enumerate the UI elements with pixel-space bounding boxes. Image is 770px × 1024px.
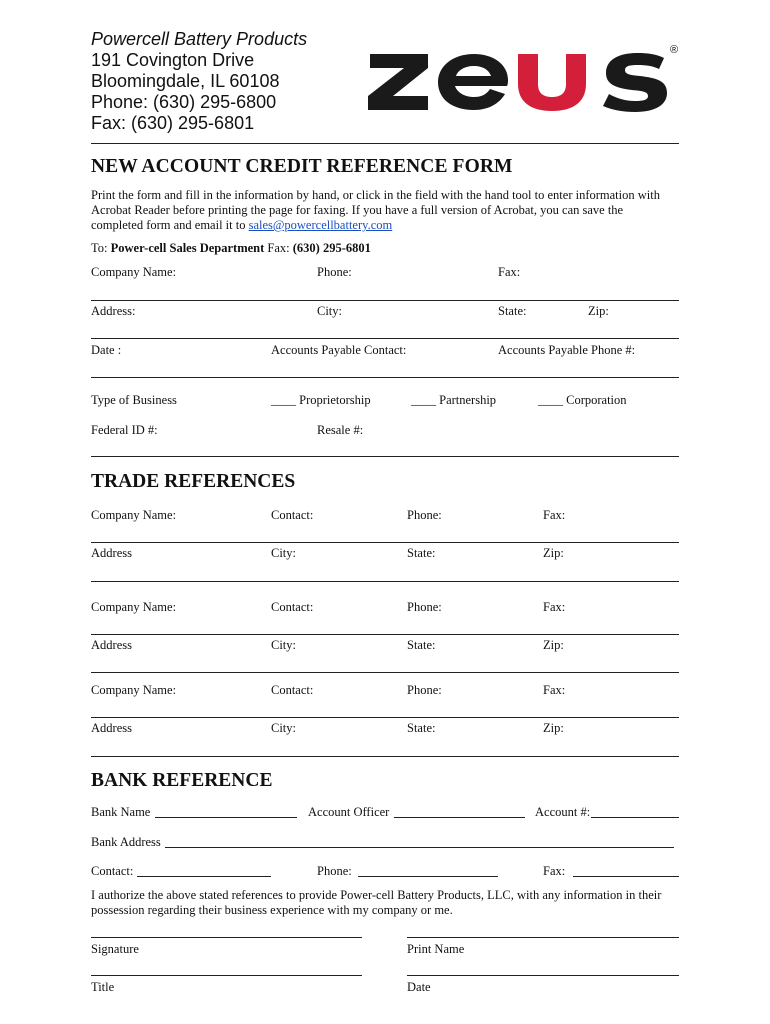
trade-1-state-label: State: <box>407 546 436 560</box>
trade-3-company-label: Company Name: <box>91 683 177 697</box>
company-city-line: Bloomingdale, IL 60108 <box>91 71 280 91</box>
account-officer-label: Account Officer <box>308 805 390 819</box>
sales-email-link[interactable]: sales@powercellbattery.com <box>248 218 393 232</box>
trade-2-zip-label: Zip: <box>543 638 564 652</box>
trade-references-heading: TRADE REFERENCES <box>91 471 296 492</box>
bank-contact-field[interactable] <box>137 864 271 877</box>
trade-2-company-field-line[interactable] <box>91 634 679 635</box>
trade-3-phone-label: Phone: <box>407 683 442 697</box>
account-number-label: Account #: <box>535 805 591 819</box>
trade-2-state-label: State: <box>407 638 436 652</box>
title-field-line[interactable] <box>91 975 362 976</box>
bank-phone-label: Phone: <box>317 864 352 878</box>
trade-1-address-field-line[interactable] <box>91 581 679 582</box>
trade-2-fax-label: Fax: <box>543 600 566 614</box>
bank-address-field[interactable] <box>165 835 674 848</box>
trade-1-fax-label: Fax: <box>543 508 566 522</box>
date-sign-field-line[interactable] <box>407 975 679 976</box>
trade-3-address-label: Address <box>91 721 132 735</box>
bank-name-field[interactable] <box>155 805 297 818</box>
bank-fax-field[interactable] <box>573 864 679 877</box>
trade-3-address-field-line[interactable] <box>91 756 679 757</box>
trade-1-zip-label: Zip: <box>543 546 564 560</box>
address-field-line[interactable] <box>91 338 679 339</box>
federal-id-label: Federal ID #: <box>91 423 158 437</box>
bank-phone-field[interactable] <box>358 864 498 877</box>
company-info-field-line[interactable] <box>91 300 679 301</box>
print-name-field-line[interactable] <box>407 937 679 938</box>
trade-2-address-label: Address <box>91 638 132 652</box>
date-field-line[interactable] <box>91 377 679 378</box>
instructions-line-2: Acrobat Reader before printing the page for faxing. If you have a full version of Acrobat, you can save the <box>91 203 624 217</box>
date-label: Date : <box>91 343 122 357</box>
trade-3-company-field-line[interactable] <box>91 717 679 718</box>
resale-label: Resale #: <box>317 423 364 437</box>
trade-1-company-field-line[interactable] <box>91 542 679 543</box>
ap-contact-label: Accounts Payable Contact: <box>271 343 407 357</box>
fax-label: Fax: <box>498 265 521 279</box>
header-divider <box>91 143 679 144</box>
company-fax: Fax: (630) 295-6801 <box>91 113 255 133</box>
bank-address-label: Bank Address <box>91 835 161 849</box>
trade-2-address-field-line[interactable] <box>91 672 679 673</box>
federal-id-field-line[interactable] <box>91 456 679 457</box>
trade-1-phone-label: Phone: <box>407 508 442 522</box>
authorization-line-2: possession regarding their business experience with my company or me. <box>91 903 453 917</box>
trade-2-city-label: City: <box>271 638 297 652</box>
trade-1-company-label: Company Name: <box>91 508 177 522</box>
company-name-label: Company Name: <box>91 265 177 279</box>
registered-mark: ® <box>670 44 679 56</box>
bank-fax-label: Fax: <box>543 864 566 878</box>
account-number-field[interactable] <box>591 805 679 818</box>
title-label: Title <box>91 980 115 994</box>
instructions-line-3: completed form and email it to sales@powercellbattery.com <box>91 218 393 232</box>
date-sign-label: Date <box>407 980 431 994</box>
to-department: Power-cell Sales Department <box>110 241 265 255</box>
signature-field-line[interactable] <box>91 937 362 938</box>
trade-2-contact-label: Contact: <box>271 600 314 614</box>
trade-3-zip-label: Zip: <box>543 721 564 735</box>
partnership-option[interactable]: ____ Partnership <box>411 393 497 407</box>
signature-label: Signature <box>91 942 139 956</box>
instructions-line-1: Print the form and fill in the information by hand, or click in the field with the hand tool to enter information with <box>91 188 660 202</box>
trade-2-company-label: Company Name: <box>91 600 177 614</box>
ap-phone-label: Accounts Payable Phone #: <box>498 343 636 357</box>
to-line: To: Power-cell Sales Department Fax: (630) 295-6801 <box>91 241 371 255</box>
bank-name-label: Bank Name <box>91 805 151 819</box>
trade-2-phone-label: Phone: <box>407 600 442 614</box>
proprietorship-option[interactable]: ____ Proprietorship <box>271 393 371 407</box>
zip-label: Zip: <box>588 304 609 318</box>
type-of-business-label: Type of Business <box>91 393 177 407</box>
form-title: NEW ACCOUNT CREDIT REFERENCE FORM <box>91 156 513 177</box>
city-label: City: <box>317 304 343 318</box>
company-phone: Phone: (630) 295-6800 <box>91 92 277 112</box>
phone-label: Phone: <box>317 265 352 279</box>
company-street: 191 Covington Drive <box>91 50 255 70</box>
to-fax: (630) 295-6801 <box>292 241 371 255</box>
authorization-line-1: I authorize the above stated references to provide Power-cell Battery Products, LLC, with any information in their <box>91 888 662 902</box>
corporation-option[interactable]: ____ Corporation <box>538 393 627 407</box>
state-label: State: <box>498 304 527 318</box>
address-label: Address: <box>91 304 136 318</box>
account-officer-field[interactable] <box>394 805 525 818</box>
trade-1-city-label: City: <box>271 546 297 560</box>
trade-1-address-label: Address <box>91 546 132 560</box>
print-name-label: Print Name <box>407 942 465 956</box>
bank-contact-label: Contact: <box>91 864 134 878</box>
trade-1-contact-label: Contact: <box>271 508 314 522</box>
bank-reference-heading: BANK REFERENCE <box>91 770 273 791</box>
trade-3-state-label: State: <box>407 721 436 735</box>
trade-3-contact-label: Contact: <box>271 683 314 697</box>
zeus-logo <box>366 44 686 120</box>
trade-3-city-label: City: <box>271 721 297 735</box>
trade-3-fax-label: Fax: <box>543 683 566 697</box>
company-name: Powercell Battery Products <box>91 29 308 49</box>
